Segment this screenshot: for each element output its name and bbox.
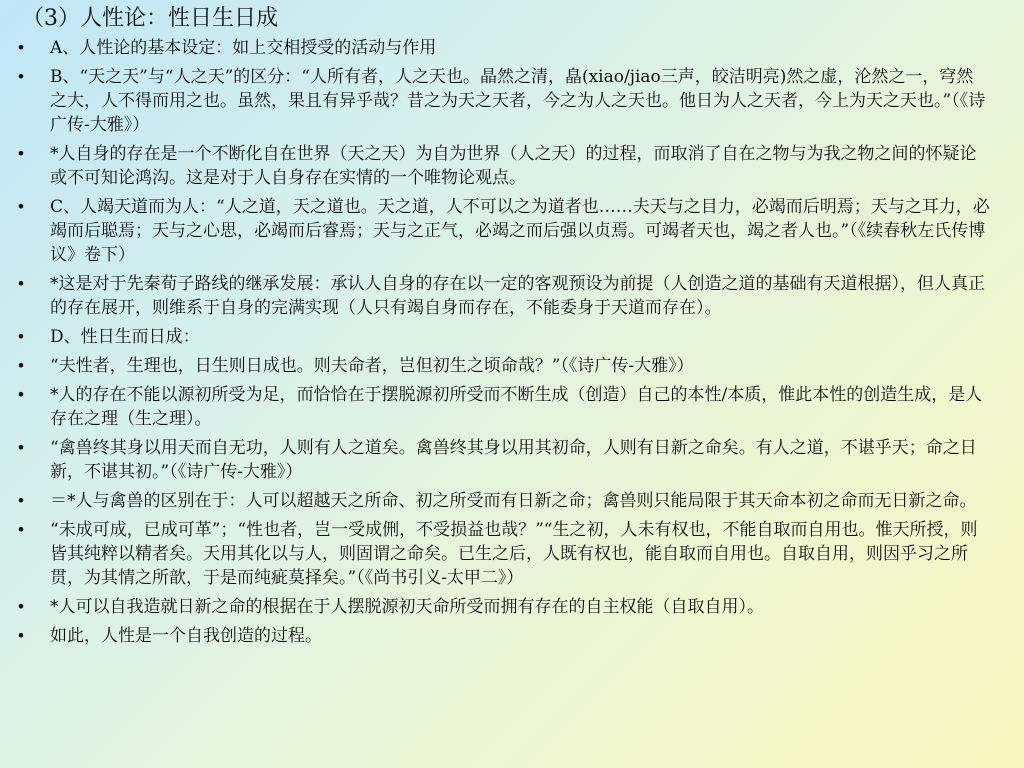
- bullet-text: C、人竭天道而为人：“人之道，天之道也。天之道，人不可以之为道者也……夫天与之目力，必竭而后明焉；天与之耳力，必竭而后聪焉；天与之心思，必竭而后睿焉；天与之正气，必竭之而后强以贞焉。可竭者天也，竭之者人也。”（《续春秋左氏传博议》卷下）: [50, 197, 990, 265]
- bullet-icon: •: [16, 356, 26, 375]
- bullet-text: *人可以自我造就日新之命的根据在于人摆脱源初天命所受而拥有存在的自主权能（自取自用）。: [50, 597, 764, 617]
- bullet-icon: •: [16, 491, 26, 510]
- bullet-item: [14, 195, 990, 267]
- bullet-item: [14, 383, 990, 431]
- bullet-item: [14, 142, 990, 190]
- bullet-text: “夫性者，生理也，日生则日成也。则夫命者，岂但初生之顷命哉？”（《诗广传-大雅》）: [50, 356, 694, 376]
- bullet-icon: •: [16, 197, 26, 216]
- bullet-text: D、性日生而日成：: [50, 327, 200, 347]
- bullet-item: [14, 325, 990, 349]
- bullet-item: [14, 595, 990, 619]
- slide-title: （3）人性论：性日生日成: [22, 6, 278, 31]
- bullet-item: [14, 624, 990, 648]
- bullet-text: “未成可成，已成可革”；“性也者，岂一受成侀，不受损益也哉？”“生之初，人未有权也，不能自取而自用也。惟天所授，则皆其纯粹以精者矣。天用其化以与人，则固谓之命矣。已生之后，人既有权也，能自取而自用也。自取自用，则因乎习之所贯，为其情之所歆，于是而纯疵莫择矣。”（《尚书引义-太甲二》）: [50, 520, 978, 588]
- bullet-icon: •: [16, 438, 26, 457]
- bullet-text: “禽兽终其身以用天而自无功，人则有人之道矣。禽兽终其身以用其初命，人则有日新之命矣。有人之道，不谌乎天；命之日新，不谌其初。”（《诗广传-大雅》）: [50, 438, 977, 482]
- bullet-item: [14, 436, 990, 484]
- bullet-text: *人自身的存在是一个不断化自在世界（天之天）为自为世界（人之天）的过程，而取消了自在之物与为我之物之间的怀疑论或不可知论鸿沟。这是对于人自身存在实情的一个唯物论观点。: [50, 144, 977, 188]
- bullet-text: B、“天之天”与“人之天”的区分：“人所有者，人之天也。晶然之清，皛(xiao/jiao三声，皎洁明亮)然之虚，沦然之一，穹然之大，人不得而用之也。虽然，果且有异乎哉？昔之为天之天者，今之为人之天也。他日为人之天者，今上为天之天也。”（《诗广传-大雅》）: [50, 67, 986, 135]
- bullet-icon: •: [16, 597, 26, 616]
- bullet-icon: •: [16, 520, 26, 539]
- bullet-text: *这是对于先秦荀子路线的继承发展：承认人自身的存在以一定的客观预设为前提（人创造之道的基础有天道根据），但人真正的存在展开，则维系于自身的完满实现（人只有竭自身而存在，不能委身于天道而存在）。: [50, 274, 985, 318]
- bullet-icon: •: [16, 327, 26, 346]
- bullet-item: [14, 354, 990, 378]
- bullet-item: [14, 65, 990, 137]
- bullet-text: 如此，人性是一个自我创造的过程。: [50, 626, 322, 646]
- bullet-item: [14, 489, 990, 513]
- bullet-list: [14, 36, 1014, 648]
- bullet-icon: •: [16, 274, 26, 293]
- bullet-icon: •: [16, 385, 26, 404]
- bullet-item: [14, 518, 990, 590]
- bullet-text: *人的存在不能以源初所受为足，而恰恰在于摆脱源初所受而不断生成（创造）自己的本性/本质，惟此本性的创造生成，是人存在之理（生之理）。: [50, 385, 983, 429]
- bullet-item: [14, 36, 990, 60]
- bullet-icon: •: [16, 626, 26, 645]
- bullet-text: A、人性论的基本设定：如上交相授受的活动与作用: [50, 38, 437, 58]
- bullet-text: ＝*人与禽兽的区别在于：人可以超越天之所命、初之所受而有日新之命；禽兽则只能局限于其天命本初之命而无日新之命。: [50, 491, 977, 511]
- bullet-item: [14, 272, 990, 320]
- bullet-icon: •: [16, 38, 26, 57]
- bullet-icon: •: [16, 144, 26, 163]
- bullet-icon: •: [16, 67, 26, 86]
